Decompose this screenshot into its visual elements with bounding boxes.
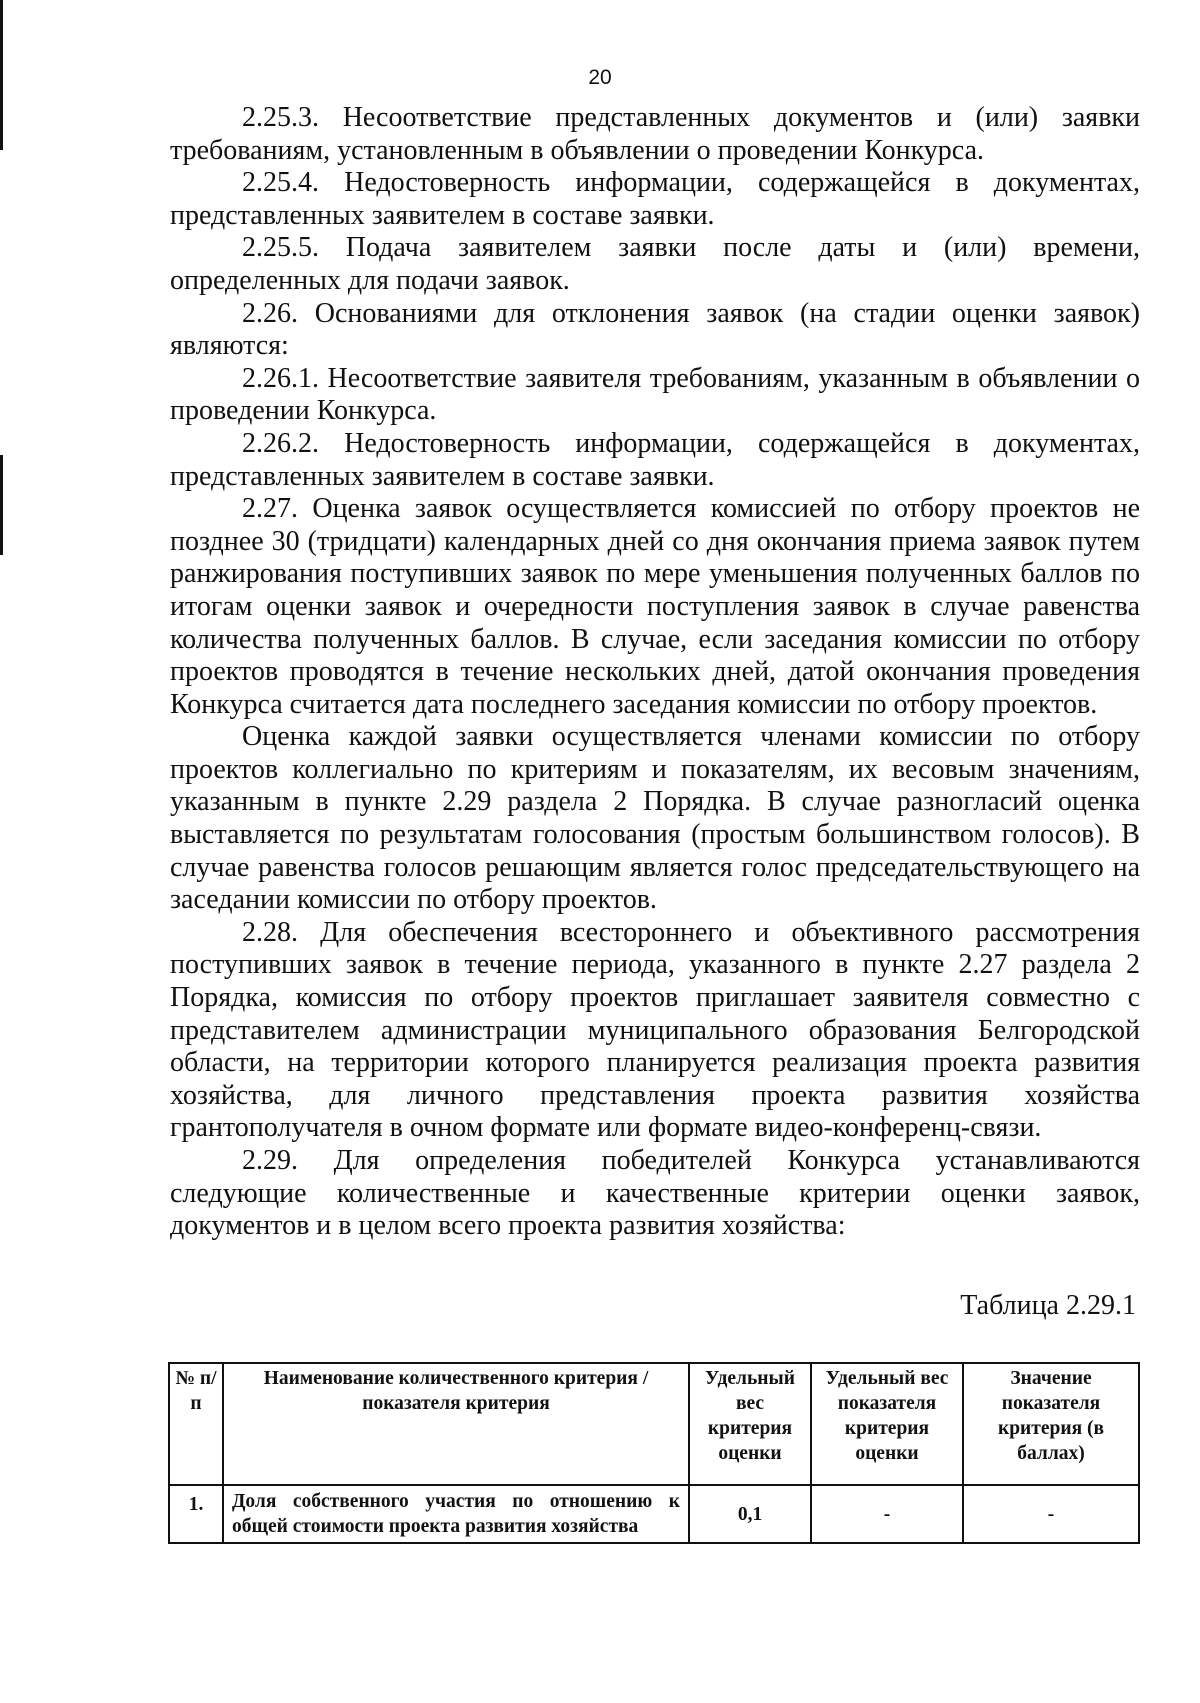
- document-body: [170, 102, 1140, 1243]
- paragraph-2-27: 2.27. Оценка заявок осуществляется комиссией по отбору проектов не позднее 30 (тридцати) календарных дней со дня окончания приема заявок путем ранжирования поступивших заявок по мере уменьшения полученных баллов по итогам оценки заявок и очередности поступления заявок в случае равенства количества полученных баллов. В случае, если заседания комиссии по отбору проектов проводятся в течение нескольких дней, датой окончания проведения Конкурса считается дата последнего заседания комиссии по отбору проектов.: [170, 493, 1140, 720]
- page-number: 20: [588, 66, 612, 89]
- row-number: 1.: [169, 1485, 223, 1543]
- header-indicator-weight: Удельный вес показателя критерия оценки: [811, 1363, 963, 1485]
- scan-edge-mark-middle: [0, 455, 3, 555]
- row-score: -: [963, 1485, 1139, 1543]
- row-indicator-weight: -: [811, 1485, 963, 1543]
- paragraph-2-25-5: 2.25.5. Подача заявителем заявки после даты и (или) времени, определенных для подачи заявок.: [170, 232, 1140, 296]
- paragraph-2-26-1: 2.26.1. Несоответствие заявителя требованиям, указанным в объявлении о проведении Конкурса.: [170, 362, 1140, 427]
- paragraph-2-25-3: 2.25.3. Несоответствие представленных документов и (или) заявки требованиям, установленным в объявлении о проведении Конкурса.: [170, 102, 1140, 166]
- header-criterion-name: Наименование количественного критерия / показателя критерия: [223, 1363, 689, 1485]
- header-criterion-weight: Удельный вес критерия оценки: [689, 1363, 811, 1485]
- paragraph-2-28: 2.28. Для обеспечения всестороннего и объективного рассмотрения поступивших заявок в течение периода, указанного в пункте 2.27 раздела 2 Порядка, комиссия по отбору проектов приглашает заявителя совместно с представителем администрации муниципального образования Белгородской области, на территории которого планируется реализация проекта развития хозяйства, для личного представления проекта развития хозяйства грантополучателя в очном формате или формате видео-конференц-связи.: [170, 916, 1140, 1144]
- table-caption: Таблица 2.29.1: [960, 1290, 1136, 1321]
- table-row: [169, 1485, 1139, 1543]
- header-number: № п/п: [169, 1363, 223, 1485]
- criteria-table: [168, 1362, 1140, 1544]
- row-criterion-weight: 0,1: [689, 1485, 811, 1543]
- paragraph-2-25-4: 2.25.4. Недостоверность информации, содержащейся в документах, представленных заявителем в составе заявки.: [170, 167, 1140, 231]
- paragraph-2-26-2: 2.26.2. Недостоверность информации, содержащейся в документах, представленных заявителем в составе заявки.: [170, 427, 1140, 492]
- table-header-row: [169, 1363, 1139, 1485]
- paragraph-2-26: 2.26. Основаниями для отклонения заявок (на стадии оценки заявок) являются:: [170, 297, 1140, 362]
- paragraph-2-27-evaluation: Оценка каждой заявки осуществляется членами комиссии по отбору проектов коллегиально по критериям и показателям, их весовым значениям, указанным в пункте 2.29 раздела 2 Порядка. В случае разногласий оценка выставляется по результатам голосования (простым большинством голосов). В случае равенства голосов решающим является голос председательствующего на заседании комиссии по отбору проектов.: [170, 721, 1140, 916]
- row-criterion-name: Доля собственного участия по отношению к общей стоимости проекта развития хозяйства: [223, 1485, 689, 1543]
- header-indicator-score: Значение показателя критерия (в баллах): [963, 1363, 1139, 1485]
- paragraph-2-29: 2.29. Для определения победителей Конкурса устанавливаются следующие количественные и качественные критерии оценки заявок, документов и в целом всего проекта развития хозяйства:: [170, 1145, 1140, 1242]
